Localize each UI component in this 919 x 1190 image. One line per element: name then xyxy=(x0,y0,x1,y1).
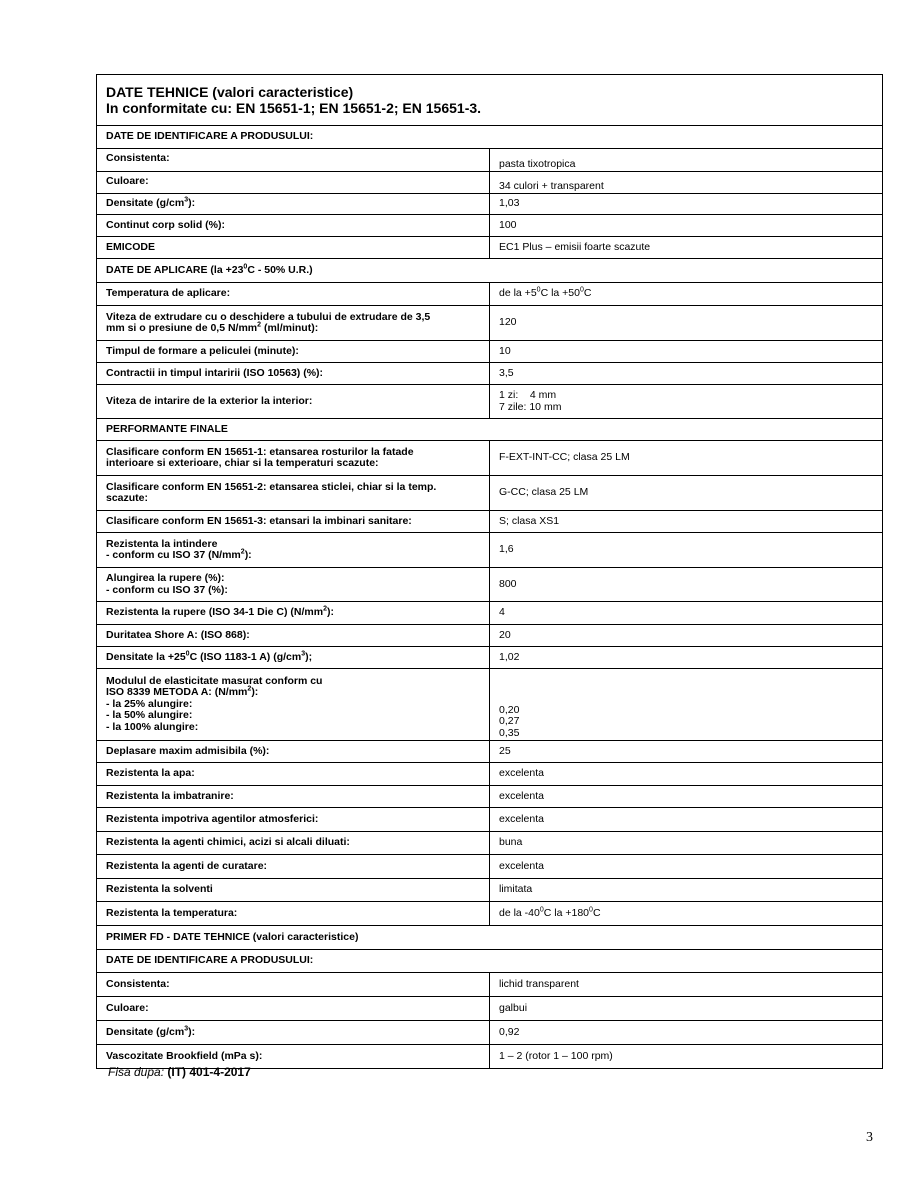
label-densitate-end: ): xyxy=(188,197,196,210)
section-row xyxy=(97,926,883,950)
viteza-extrudare-line1: Viteza de extrudare cu o deschidere a tubului de extrudare de 3,5 xyxy=(106,310,431,323)
label-primer-culoare: Culoare: xyxy=(97,997,490,1021)
label-primer-vascozitate: Vascozitate Brookfield (mPa s): xyxy=(97,1045,490,1069)
table-row xyxy=(97,625,883,647)
temp-aplicare-sup2: 0 xyxy=(579,286,584,294)
table-row xyxy=(97,997,883,1021)
label-densitate-sup: 3 xyxy=(184,196,189,204)
temperatura-sup2: 0 xyxy=(589,906,593,914)
header-title: DATE TEHNICE (valori caracteristice) xyxy=(106,84,354,100)
value-en15651-1: F-EXT-INT-CC; clasa 25 LM xyxy=(490,441,883,476)
densitate25-end: ); xyxy=(305,650,313,663)
label-solventi: Rezistenta la solventi xyxy=(97,879,490,902)
table-row xyxy=(97,476,883,511)
label-modul xyxy=(97,669,490,741)
label-contractii: Contractii in timpul intaririi (ISO 10563) (%): xyxy=(97,363,490,385)
temp-aplicare-from: de la +5 xyxy=(499,287,537,300)
table-row xyxy=(97,602,883,625)
modul-line4: - la 50% alungire: xyxy=(106,709,193,722)
table-row xyxy=(97,973,883,997)
en2-line2: scazute: xyxy=(106,492,149,504)
table-row xyxy=(97,194,883,215)
value-densitate: 1,03 xyxy=(490,194,883,215)
page-number: 3 xyxy=(866,1130,873,1145)
value-densitate25: 1,02 xyxy=(490,647,883,669)
densitate25-sup2: 3 xyxy=(301,650,306,658)
value-curatare: excelenta xyxy=(490,855,883,879)
table-row xyxy=(97,237,883,259)
value-primer-vascozitate: 1 – 2 (rotor 1 – 100 rpm) xyxy=(490,1045,883,1069)
temp-aplicare-unit: C xyxy=(583,287,592,300)
modul-sup: 2 xyxy=(247,685,252,693)
label-atmosferici: Rezistenta impotriva agentilor atmosferici: xyxy=(97,808,490,832)
table-row xyxy=(97,385,883,419)
viteza-intarire-1zi: 1 zi: 4 mm xyxy=(499,389,557,401)
value-modul xyxy=(490,669,883,741)
table-row xyxy=(97,669,883,741)
value-primer-consistenta: lichid transparent xyxy=(490,973,883,997)
label-rupere xyxy=(97,602,490,625)
label-emicode: EMICODE xyxy=(97,237,490,259)
label-viteza-extrudare xyxy=(97,306,490,341)
table-row xyxy=(97,341,883,363)
value-temperatura xyxy=(490,902,883,926)
densitate25-mid: C (ISO 1183-1 A) (g/cm xyxy=(189,650,302,663)
table-row xyxy=(97,855,883,879)
label-en15651-2 xyxy=(97,476,490,511)
table-row xyxy=(97,215,883,237)
temp-aplicare-sup1: 0 xyxy=(536,286,541,294)
label-imbatranire: Rezistenta la imbatranire: xyxy=(97,786,490,808)
label-temp-aplicare: Temperatura de aplicare: xyxy=(97,283,490,306)
value-shore: 20 xyxy=(490,625,883,647)
primer-densitate-sup: 3 xyxy=(184,1025,189,1033)
value-temp-aplicare xyxy=(490,283,883,306)
en2-line1: Clasificare conform EN 15651-2: etansarea sticlei, chiar si la temp. xyxy=(106,480,437,493)
intindere-sup: 2 xyxy=(240,548,245,556)
section-aplicare-end: C - 50% U.R.) xyxy=(247,263,313,276)
modul-line5: - la 100% alungire: xyxy=(106,720,199,733)
table-row xyxy=(97,511,883,533)
viteza-extrudare-line2: mm si o presiune de 0,5 N/mm xyxy=(106,322,258,334)
value-intindere: 1,6 xyxy=(490,533,883,568)
label-temperatura: Rezistenta la temperatura: xyxy=(97,902,490,926)
section-row xyxy=(97,126,883,149)
modul-line3: - la 25% alungire: xyxy=(106,697,193,710)
modul-value3: 0,35 xyxy=(499,726,520,739)
value-consistenta: pasta tixotropica xyxy=(490,149,883,172)
label-corp-solid: Continut corp solid (%): xyxy=(97,215,490,237)
value-rupere: 4 xyxy=(490,602,883,625)
label-pelicula: Timpul de formare a peliculei (minute): xyxy=(97,341,490,363)
value-chimici: buna xyxy=(490,832,883,855)
table-row xyxy=(97,1021,883,1045)
viteza-extrudare-line2-end: (ml/minut): xyxy=(261,322,319,334)
table-row xyxy=(97,902,883,926)
value-en15651-2: G-CC; clasa 25 LM xyxy=(490,476,883,511)
value-atmosferici: excelenta xyxy=(490,808,883,832)
section-primer: PRIMER FD - DATE TEHNICE (valori caracteristice) xyxy=(97,926,883,950)
primer-densitate-text: Densitate (g/cm xyxy=(106,1025,185,1038)
alungire-line2: - conform cu ISO 37 (%): xyxy=(106,583,228,596)
table-row xyxy=(97,149,883,172)
table-row xyxy=(97,741,883,763)
label-en15651-1 xyxy=(97,441,490,476)
label-densitate xyxy=(97,194,490,215)
label-primer-densitate xyxy=(97,1021,490,1045)
footer-code: (IT) 401-4-2017 xyxy=(167,1065,251,1079)
section-aplicare-sup: 0 xyxy=(243,263,248,271)
header-standards: In conformitate cu: EN 15651-1; EN 15651-2; EN 15651-3. xyxy=(106,100,482,116)
alungire-line1: Alungirea la rupere (%): xyxy=(106,572,225,584)
label-densitate25 xyxy=(97,647,490,669)
modul-line2: ISO 8339 METODA A: (N/mm xyxy=(106,686,248,699)
temperatura-to: C la +180 xyxy=(543,906,590,919)
table-row xyxy=(97,283,883,306)
value-en15651-3: S; clasa XS1 xyxy=(490,511,883,533)
value-primer-culoare: galbui xyxy=(490,997,883,1021)
section-row xyxy=(97,419,883,441)
value-apa: excelenta xyxy=(490,763,883,786)
table-row xyxy=(97,808,883,832)
table-row xyxy=(97,763,883,786)
modul-value1: 0,20 xyxy=(499,703,520,716)
table-row xyxy=(97,568,883,602)
value-primer-densitate: 0,92 xyxy=(490,1021,883,1045)
intindere-line2-end: ): xyxy=(244,549,252,561)
label-viteza-intarire: Viteza de intarire de la exterior la interior: xyxy=(97,385,490,419)
footer-prefix: Fisa dupa: xyxy=(108,1065,165,1079)
label-consistenta: Consistenta: xyxy=(97,149,490,172)
value-culoare: 34 culori + transparent xyxy=(490,172,883,194)
intindere-line2: - conform cu ISO 37 (N/mm xyxy=(106,549,241,561)
en1-line1: Clasificare conform EN 15651-1: etansarea rosturilor la fatade xyxy=(106,445,414,458)
label-culoare: Culoare: xyxy=(97,172,490,194)
label-alungire xyxy=(97,568,490,602)
value-corp-solid: 100 xyxy=(490,215,883,237)
table-row xyxy=(97,306,883,341)
value-viteza-extrudare: 120 xyxy=(490,306,883,341)
temp-aplicare-to: C la +50 xyxy=(540,287,580,300)
value-contractii: 3,5 xyxy=(490,363,883,385)
value-solventi: limitata xyxy=(490,879,883,902)
table-row xyxy=(97,441,883,476)
table-header xyxy=(97,75,883,126)
label-chimici: Rezistenta la agenti chimici, acizi si alcali diluati: xyxy=(97,832,490,855)
technical-data-sheet xyxy=(96,74,883,1069)
viteza-extrudare-sup: 2 xyxy=(257,321,262,329)
table-row xyxy=(97,647,883,669)
intindere-line1: Rezistenta la intindere xyxy=(106,537,218,550)
primer-densitate-end: ): xyxy=(188,1025,196,1038)
section-performante: PERFORMANTE FINALE xyxy=(97,419,883,441)
viteza-intarire-7zile: 7 zile: 10 mm xyxy=(499,400,562,413)
value-alungire: 800 xyxy=(490,568,883,602)
modul-line1: Modulul de elasticitate masurat conform cu xyxy=(106,674,323,687)
document-footer xyxy=(108,1065,251,1079)
label-curatare: Rezistenta la agenti de curatare: xyxy=(97,855,490,879)
section-aplicare xyxy=(97,259,883,283)
value-deplasare: 25 xyxy=(490,741,883,763)
technical-data-table xyxy=(96,74,883,1069)
rupere-end: ): xyxy=(326,606,334,619)
table-row xyxy=(97,533,883,568)
value-emicode: EC1 Plus – emisii foarte scazute xyxy=(490,237,883,259)
rupere-sup: 2 xyxy=(323,605,327,613)
modul-value2: 0,27 xyxy=(499,715,520,727)
value-viteza-intarire xyxy=(490,385,883,419)
value-pelicula: 10 xyxy=(490,341,883,363)
table-row xyxy=(97,786,883,808)
densitate25-text: Densitate la +25 xyxy=(106,650,186,663)
en1-line2: interioare si exterioare, chiar si la temperaturi scazute: xyxy=(106,457,379,469)
table-row xyxy=(97,879,883,902)
label-deplasare: Deplasare maxim admisibila (%): xyxy=(97,741,490,763)
label-en15651-3: Clasificare conform EN 15651-3: etansari la imbinari sanitare: xyxy=(97,511,490,533)
label-densitate-text: Densitate (g/cm xyxy=(106,197,185,210)
table-row xyxy=(97,172,883,194)
value-imbatranire: excelenta xyxy=(490,786,883,808)
densitate25-sup1: 0 xyxy=(185,650,190,658)
section-primer-identificare: DATE DE IDENTIFICARE A PRODUSULUI: xyxy=(97,950,883,973)
section-aplicare-text: DATE DE APLICARE (la +23 xyxy=(106,263,244,276)
table-row xyxy=(97,832,883,855)
table-row xyxy=(97,363,883,385)
label-intindere xyxy=(97,533,490,568)
section-identificare: DATE DE IDENTIFICARE A PRODUSULUI: xyxy=(97,126,883,149)
rupere-text: Rezistenta la rupere (ISO 34-1 Die C) (N/mm xyxy=(106,606,324,619)
modul-line2-end: ): xyxy=(251,686,259,699)
label-primer-consistenta: Consistenta: xyxy=(97,973,490,997)
section-row xyxy=(97,950,883,973)
temperatura-sup1: 0 xyxy=(539,906,544,914)
label-apa: Rezistenta la apa: xyxy=(97,763,490,786)
section-row xyxy=(97,259,883,283)
temperatura-unit: C xyxy=(592,906,601,919)
label-shore: Duritatea Shore A: (ISO 868): xyxy=(97,625,490,647)
temperatura-from: de la -40 xyxy=(499,906,540,919)
